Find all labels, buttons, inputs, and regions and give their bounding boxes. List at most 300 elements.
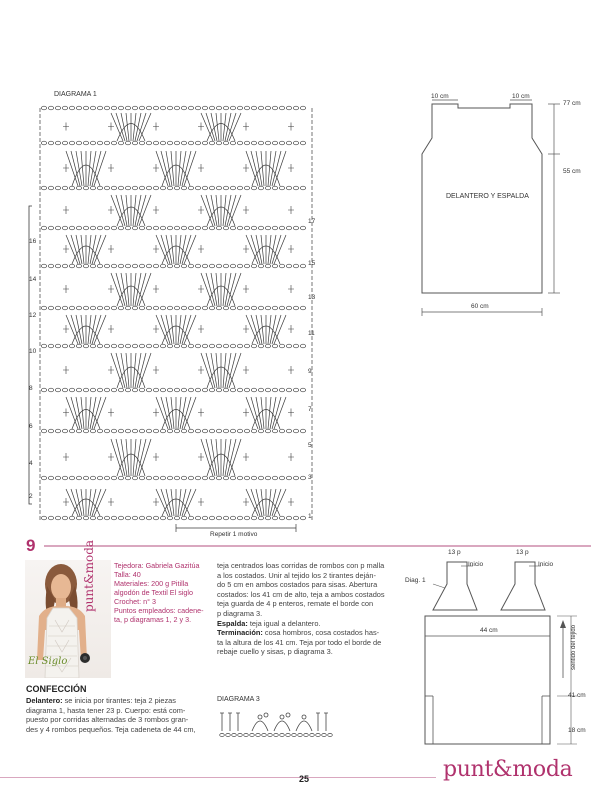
chain-stitch <box>279 388 284 392</box>
chain-stitch <box>146 106 151 110</box>
chain-stitch <box>265 429 270 433</box>
chain-stitch <box>62 388 67 392</box>
chain-stitch <box>139 476 144 480</box>
chain-stitch <box>216 344 221 348</box>
cross-stitch <box>243 123 249 131</box>
confeccion-title: CONFECCIÓN <box>26 684 87 694</box>
cross-stitch <box>198 164 204 172</box>
row-number: 7 <box>308 406 312 413</box>
chain-stitch <box>223 388 228 392</box>
chain-stitch <box>272 186 277 190</box>
row-number: 17 <box>308 218 316 225</box>
chain-stitch <box>125 264 130 268</box>
row-number: 5 <box>308 442 312 449</box>
chain-stitch <box>279 344 284 348</box>
chain-stitch <box>272 264 277 268</box>
chain-stitch <box>300 226 305 230</box>
chain-stitch <box>139 429 144 433</box>
row-number: 8 <box>29 385 33 392</box>
chain-stitch <box>209 476 214 480</box>
chain-stitch <box>146 429 151 433</box>
chain-stitch <box>286 106 291 110</box>
chain-stitch <box>251 306 256 310</box>
chain-stitch <box>62 306 67 310</box>
chain-stitch <box>230 516 235 520</box>
chain-stitch <box>244 106 249 110</box>
chain-stitch <box>286 476 291 480</box>
chain-stitch <box>69 429 74 433</box>
inicio-left: Inicio <box>468 561 484 568</box>
delantero-line: puesto por corridas alternadas de 3 rombos gran- <box>26 715 189 725</box>
chain-stitch <box>41 516 46 520</box>
chain-stitch <box>153 141 158 145</box>
chain-stitch <box>83 388 88 392</box>
chain-stitch <box>41 226 46 230</box>
chain-stitch <box>293 264 298 268</box>
chain-stitch <box>244 476 249 480</box>
chain-stitch <box>167 106 172 110</box>
chain-stitch <box>216 106 221 110</box>
chain-stitch <box>272 344 277 348</box>
chain-stitch <box>90 516 95 520</box>
chain-stitch <box>111 106 116 110</box>
text-line: ta la altura de los 41 cm. Teja por todo el borde de <box>217 637 382 647</box>
chain-stitch <box>160 476 165 480</box>
chain-stitch <box>174 516 179 520</box>
footer-brand: punt&moda <box>443 757 573 782</box>
row-number: 13 <box>308 294 316 301</box>
chain-stitch <box>244 226 249 230</box>
row-number: 11 <box>308 330 315 337</box>
chain-stitch <box>160 306 165 310</box>
cross-stitch <box>243 285 249 293</box>
chain-stitch <box>202 106 207 110</box>
chain-stitch <box>202 226 207 230</box>
chain-stitch <box>111 388 116 392</box>
sentido-line1: sentido del <box>571 640 577 670</box>
chain-stitch <box>139 516 144 520</box>
sentido-line2: tejido <box>571 624 577 640</box>
chain-stitch <box>83 226 88 230</box>
chain-stitch <box>62 226 67 230</box>
cross-stitch <box>243 366 249 374</box>
chain-stitch <box>272 141 277 145</box>
chain-stitch <box>279 264 284 268</box>
chain-stitch <box>272 476 277 480</box>
chain-stitch <box>174 186 179 190</box>
section-rule <box>44 545 591 547</box>
chain-stitch <box>83 106 88 110</box>
delantero-line: diagrama 1, hasta tener 23 p. Cuerpo: está com- <box>26 705 186 715</box>
chain-stitch <box>146 476 151 480</box>
credit-line: Tejedora: Gabriela Gazitúa <box>114 561 200 570</box>
chain-stitch <box>174 388 179 392</box>
cross-stitch <box>108 285 114 293</box>
chain-stitch <box>153 306 158 310</box>
chain-stitch <box>293 429 298 433</box>
chain-stitch <box>48 429 53 433</box>
chain-stitch <box>244 516 249 520</box>
chain-stitch <box>223 516 228 520</box>
cross-stitch <box>63 123 69 131</box>
cross-stitch <box>153 325 159 333</box>
chain-stitch <box>153 226 158 230</box>
chain-stitch <box>244 388 249 392</box>
cross-stitch <box>198 453 204 461</box>
chain-stitch <box>160 226 165 230</box>
chain-stitch <box>139 226 144 230</box>
chain-stitch <box>41 141 46 145</box>
chain-stitch <box>111 141 116 145</box>
chain-stitch <box>258 516 263 520</box>
chain-stitch <box>279 476 284 480</box>
chain-stitch <box>55 516 60 520</box>
chain-stitch <box>69 388 74 392</box>
cross-stitch <box>288 453 294 461</box>
chain-stitch <box>188 516 193 520</box>
chain-stitch <box>300 141 305 145</box>
chain-stitch <box>230 388 235 392</box>
chain-stitch <box>48 106 53 110</box>
espalda-text: teja igual a delantero. <box>247 618 321 628</box>
chain-stitch <box>202 264 207 268</box>
cross-stitch <box>288 498 294 506</box>
chain-stitch <box>188 476 193 480</box>
chain-stitch <box>286 306 291 310</box>
cross-stitch <box>243 164 249 172</box>
width-label: 44 cm <box>480 627 498 634</box>
chain-stitch <box>286 226 291 230</box>
chain-stitch <box>167 226 172 230</box>
cross-stitch <box>288 325 294 333</box>
chain-stitch <box>41 476 46 480</box>
chain-stitch <box>139 306 144 310</box>
chain-stitch <box>265 476 270 480</box>
chain-stitch <box>97 476 102 480</box>
chain-stitch <box>258 306 263 310</box>
chain-stitch <box>293 306 298 310</box>
cross-stitch <box>108 366 114 374</box>
chain-stitch <box>118 186 123 190</box>
chain-stitch <box>272 226 277 230</box>
cross-stitch <box>198 498 204 506</box>
chain-stitch <box>83 516 88 520</box>
chain-stitch <box>132 476 137 480</box>
cross-stitch <box>153 498 159 506</box>
chain-stitch <box>139 344 144 348</box>
chain-stitch <box>125 141 130 145</box>
chain-stitch <box>188 186 193 190</box>
chain-stitch <box>125 388 130 392</box>
chain-stitch <box>258 264 263 268</box>
chain-stitch <box>104 141 109 145</box>
chain-stitch <box>258 226 263 230</box>
diag-1-label: Diag. 1 <box>405 577 426 584</box>
strap-left-count: 13 p <box>448 549 461 556</box>
cross-stitch <box>288 409 294 417</box>
chain-stitch <box>132 106 137 110</box>
chain-stitch <box>104 306 109 310</box>
cross-stitch <box>243 498 249 506</box>
chain-stitch <box>118 476 123 480</box>
chain-stitch <box>258 186 263 190</box>
chain-stitch <box>104 476 109 480</box>
chain-stitch <box>195 476 200 480</box>
chain-stitch <box>62 476 67 480</box>
chain-stitch <box>258 429 263 433</box>
chain-stitch <box>132 516 137 520</box>
chain-stitch <box>167 476 172 480</box>
chain-stitch <box>230 306 235 310</box>
chain-stitch <box>153 106 158 110</box>
chain-stitch <box>146 141 151 145</box>
row-number: 15 <box>308 260 316 267</box>
cross-stitch <box>63 164 69 172</box>
chain-stitch <box>188 306 193 310</box>
cross-stitch <box>198 245 204 253</box>
chain-stitch <box>62 264 67 268</box>
diagram-1-title: DIAGRAMA 1 <box>54 91 97 98</box>
chain-stitch <box>97 429 102 433</box>
chain-stitch <box>181 106 186 110</box>
cross-stitch <box>108 164 114 172</box>
chain-stitch <box>41 306 46 310</box>
chain-stitch <box>76 264 81 268</box>
chain-stitch <box>216 388 221 392</box>
cross-stitch <box>288 285 294 293</box>
chain-stitch <box>167 264 172 268</box>
chain-stitch <box>118 106 123 110</box>
chain-stitch <box>55 306 60 310</box>
schematic-label: DELANTERO Y ESPALDA <box>446 193 529 200</box>
chain-stitch <box>118 344 123 348</box>
chain-stitch <box>83 429 88 433</box>
chain-stitch <box>265 264 270 268</box>
footer-rule <box>0 777 436 778</box>
chain-stitch <box>300 306 305 310</box>
chain-stitch <box>209 344 214 348</box>
chain-stitch <box>62 106 67 110</box>
chain-stitch <box>230 141 235 145</box>
chain-stitch <box>55 264 60 268</box>
chain-stitch <box>118 306 123 310</box>
chain-stitch <box>265 344 270 348</box>
cross-stitch <box>288 164 294 172</box>
chain-stitch <box>104 344 109 348</box>
chain-stitch <box>258 388 263 392</box>
chain-stitch <box>69 306 74 310</box>
chain-stitch <box>188 106 193 110</box>
chain-stitch <box>244 429 249 433</box>
chain-stitch <box>125 476 130 480</box>
chain-stitch <box>265 141 270 145</box>
chain-stitch <box>223 186 228 190</box>
section-number: 9 <box>26 536 36 555</box>
chain-stitch <box>104 186 109 190</box>
photo-signature: El Siglo <box>28 656 68 667</box>
chain-stitch <box>69 344 74 348</box>
chain-stitch <box>76 106 81 110</box>
chain-stitch <box>237 516 242 520</box>
chain-stitch <box>160 388 165 392</box>
chain-stitch <box>300 186 305 190</box>
cross-stitch <box>153 245 159 253</box>
chain-stitch <box>237 344 242 348</box>
chain-stitch <box>251 186 256 190</box>
chain-stitch <box>167 344 172 348</box>
credit-line: Talla: 40 <box>114 570 141 579</box>
chain-stitch <box>48 516 53 520</box>
chain-stitch <box>167 186 172 190</box>
chain-stitch <box>97 388 102 392</box>
chain-stitch <box>300 344 305 348</box>
chain-stitch <box>48 476 53 480</box>
cross-stitch <box>153 453 159 461</box>
chain-stitch <box>90 388 95 392</box>
terminacion-label: Terminación: <box>217 628 263 638</box>
chain-stitch <box>48 344 53 348</box>
chain-stitch <box>97 264 102 268</box>
row-number: 4 <box>29 460 33 467</box>
chain-stitch <box>293 186 298 190</box>
diagram-3 <box>216 705 336 741</box>
chain-stitch <box>111 226 116 230</box>
row-number: 9 <box>308 368 312 375</box>
diagram-1 <box>26 88 326 543</box>
chain-stitch <box>251 264 256 268</box>
chain-stitch <box>153 476 158 480</box>
schematic-front-back <box>400 90 605 320</box>
chain-stitch <box>188 344 193 348</box>
chain-stitch <box>258 141 263 145</box>
cross-stitch <box>63 409 69 417</box>
chain-stitch <box>202 388 207 392</box>
chain-stitch <box>160 264 165 268</box>
diagram-3-chart <box>216 705 336 741</box>
chain-stitch <box>202 429 207 433</box>
cross-stitch <box>288 123 294 131</box>
chain-stitch <box>41 186 46 190</box>
chain-stitch <box>237 186 242 190</box>
chain-stitch <box>195 344 200 348</box>
chain-stitch <box>272 106 277 110</box>
credit-line: algodón de Textil El siglo <box>114 588 193 597</box>
cross-stitch <box>243 453 249 461</box>
chain-stitch <box>202 476 207 480</box>
chain-stitch <box>167 429 172 433</box>
chain-stitch <box>48 264 53 268</box>
chain-stitch <box>202 141 207 145</box>
chain-stitch <box>195 429 200 433</box>
chain-stitch <box>181 429 186 433</box>
chain-stitch <box>132 388 137 392</box>
chain-stitch <box>125 106 130 110</box>
chain-stitch <box>97 106 102 110</box>
chain-stitch <box>132 226 137 230</box>
chain-stitch <box>230 264 235 268</box>
chain-stitch <box>195 106 200 110</box>
chain-stitch <box>272 388 277 392</box>
cross-stitch <box>153 206 159 214</box>
chain-stitch <box>230 226 235 230</box>
cross-stitch <box>63 453 69 461</box>
chain-stitch <box>160 106 165 110</box>
chain-stitch <box>69 186 74 190</box>
text-line: teja guarda de 4 p enteros, remate el borde con <box>217 599 374 609</box>
chain-stitch <box>167 388 172 392</box>
chain-stitch <box>272 429 277 433</box>
chain-stitch <box>153 388 158 392</box>
cross-stitch <box>198 285 204 293</box>
chain-stitch <box>125 186 130 190</box>
chain-stitch <box>83 344 88 348</box>
credit-line: Puntos empleados: cadene- <box>114 606 204 615</box>
chain-stitch <box>104 264 109 268</box>
cross-stitch <box>153 409 159 417</box>
chain-stitch <box>209 516 214 520</box>
chain-stitch <box>237 306 242 310</box>
chain-stitch <box>55 429 60 433</box>
chain-stitch <box>181 388 186 392</box>
chain-stitch <box>286 388 291 392</box>
chain-stitch <box>216 516 221 520</box>
chain-stitch <box>272 306 277 310</box>
chain-stitch <box>174 344 179 348</box>
chain-stitch <box>167 516 172 520</box>
chain-stitch <box>286 186 291 190</box>
chain-stitch <box>132 429 137 433</box>
chain-stitch <box>279 429 284 433</box>
cross-stitch <box>198 206 204 214</box>
delantero-label: Delantero: <box>26 696 63 705</box>
credit-line: Crochet: n° 3 <box>114 597 157 606</box>
cross-stitch <box>198 123 204 131</box>
chain-stitch <box>258 344 263 348</box>
espalda-label: Espalda: <box>217 618 248 628</box>
chain-stitch <box>202 344 207 348</box>
chain-stitch <box>62 429 67 433</box>
chain-stitch <box>132 186 137 190</box>
chain-stitch <box>223 344 228 348</box>
chain-stitch <box>139 388 144 392</box>
chain-stitch <box>181 264 186 268</box>
chain-stitch <box>55 141 60 145</box>
chain-stitch <box>97 186 102 190</box>
chain-stitch <box>160 429 165 433</box>
cross-stitch <box>63 206 69 214</box>
chain-stitch <box>48 388 53 392</box>
chain-stitch <box>83 264 88 268</box>
chain-stitch <box>223 106 228 110</box>
espalda-line <box>217 619 402 629</box>
chain-stitch <box>251 516 256 520</box>
chain-stitch <box>69 516 74 520</box>
chain-stitch <box>174 106 179 110</box>
chain-stitch <box>118 141 123 145</box>
chain-stitch <box>90 306 95 310</box>
cross-stitch <box>63 325 69 333</box>
cross-stitch <box>108 498 114 506</box>
diagram-1-chart <box>26 88 326 543</box>
cross-stitch <box>153 123 159 131</box>
chain-stitch <box>209 141 214 145</box>
chain-stitch <box>202 186 207 190</box>
chain-stitch <box>258 476 263 480</box>
chain-stitch <box>62 141 67 145</box>
chain-stitch <box>279 141 284 145</box>
chain-stitch <box>195 516 200 520</box>
chain-stitch <box>132 344 137 348</box>
